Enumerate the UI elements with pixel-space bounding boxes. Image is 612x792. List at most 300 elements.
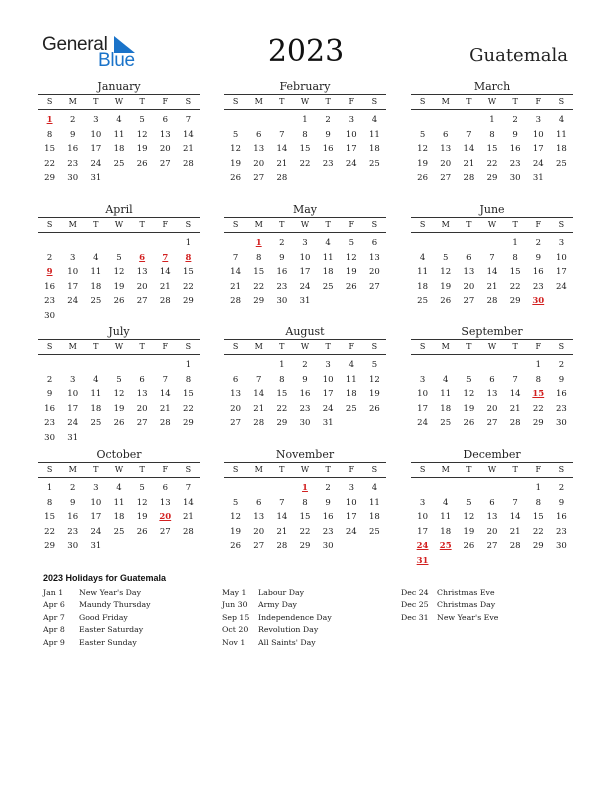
day-cell: 19 (463, 526, 475, 537)
holiday-date: May 1 (222, 588, 247, 597)
day-cell: 2 (70, 115, 76, 125)
holiday-date: Dec 31 (401, 612, 429, 622)
day-cell: 27 (159, 526, 171, 537)
day-cell: 18 (417, 281, 428, 292)
empty-day-cell (411, 113, 434, 128)
day-cell: 12 (440, 267, 452, 278)
day-cell: 7 (466, 129, 472, 140)
empty-day-cell (270, 113, 293, 128)
day-cell: 11 (440, 389, 452, 400)
day-cell: 4 (443, 497, 449, 508)
day-cell: 1 (512, 238, 518, 248)
holiday-entry (43, 599, 151, 611)
day-cell: 9 (302, 374, 308, 385)
day-cell: 21 (486, 281, 498, 292)
day-cell: 13 (486, 512, 498, 523)
weekday-label: F (162, 465, 169, 474)
day-cell: 29 (509, 296, 521, 307)
day-cell: 1 (279, 360, 285, 370)
empty-day-cell (434, 113, 457, 128)
weekday-label: T (139, 220, 145, 229)
day-cell: 21 (276, 526, 288, 537)
day-cell: 29 (183, 296, 194, 307)
day-cell: 28 (230, 296, 241, 307)
day-cell: 18 (556, 144, 567, 155)
day-cell: 28 (183, 526, 194, 537)
day-cell: 28 (159, 296, 171, 307)
day-cell: 19 (113, 281, 125, 292)
empty-day-cell (224, 113, 247, 128)
holiday-day-cell: 7 (162, 252, 169, 263)
day-cell: 17 (417, 526, 428, 537)
holiday-name: Labour Day (258, 588, 305, 597)
day-cell: 10 (67, 267, 79, 278)
holiday-name: Revolution Day (258, 625, 319, 635)
weekday-header (38, 462, 200, 478)
holiday-date: Oct 20 (222, 625, 249, 635)
day-cell: 7 (256, 374, 262, 385)
day-cell: 25 (113, 526, 125, 537)
day-cell: 15 (183, 389, 194, 400)
weekday-label: S (46, 97, 53, 106)
day-cell: 30 (509, 173, 521, 184)
day-cell: 12 (113, 389, 125, 400)
logo-word-blue: Blue (98, 50, 135, 71)
day-cell: 25 (369, 526, 380, 537)
day-cell: 7 (279, 497, 285, 508)
day-cell: 9 (325, 497, 331, 508)
day-cell: 30 (276, 296, 288, 307)
day-cell: 22 (299, 158, 311, 169)
day-cell: 18 (113, 144, 125, 155)
holiday-entry (222, 624, 332, 636)
weekday-header (38, 217, 200, 233)
day-grid (224, 358, 386, 431)
weekday-label: W (114, 97, 124, 106)
day-cell: 18 (369, 144, 380, 155)
day-cell: 1 (46, 483, 53, 493)
day-cell: 15 (253, 267, 265, 278)
weekday-label: M (254, 220, 263, 229)
day-cell: 20 (136, 281, 148, 292)
day-cell: 21 (183, 144, 194, 155)
day-cell: 5 (116, 252, 122, 263)
empty-day-cell (61, 358, 84, 373)
day-cell: 21 (463, 158, 475, 169)
day-cell: 24 (67, 296, 79, 307)
day-cell: 4 (371, 483, 378, 493)
empty-day-cell (411, 358, 434, 373)
day-cell: 24 (299, 281, 311, 292)
weekday-header (224, 462, 386, 478)
day-cell: 1 (535, 483, 541, 493)
day-cell: 29 (299, 541, 311, 552)
weekday-label: T (93, 465, 99, 474)
day-cell: 18 (322, 267, 334, 278)
day-cell: 16 (44, 403, 55, 414)
day-cell: 30 (44, 432, 55, 443)
day-cell: 10 (67, 389, 79, 400)
day-cell: 6 (256, 497, 262, 508)
day-cell: 9 (558, 374, 565, 385)
month-april (38, 202, 200, 324)
empty-day-cell (247, 113, 270, 128)
day-cell: 21 (159, 403, 171, 414)
day-cell: 3 (419, 497, 426, 508)
holiday-date: Dec 25 (401, 600, 429, 610)
day-grid (38, 481, 200, 554)
empty-day-cell (107, 236, 130, 251)
empty-day-cell (411, 236, 434, 251)
day-cell: 27 (136, 296, 148, 307)
holiday-day-cell: 9 (46, 267, 53, 278)
day-cell: 26 (417, 173, 428, 184)
day-cell: 15 (44, 512, 55, 523)
day-cell: 21 (230, 281, 241, 292)
day-cell: 6 (371, 238, 378, 248)
day-cell: 7 (232, 252, 239, 263)
day-cell: 13 (159, 497, 171, 508)
weekday-label: F (162, 220, 169, 229)
holiday-name: Christmas Eve (437, 588, 495, 597)
day-cell: 6 (443, 129, 449, 140)
day-cell: 15 (44, 144, 55, 155)
day-cell: 1 (489, 115, 495, 125)
day-cell: 18 (90, 403, 102, 414)
day-cell: 24 (532, 158, 544, 169)
day-cell: 17 (417, 403, 428, 414)
holiday-day-cell: 1 (46, 115, 53, 125)
month-title: March (473, 80, 511, 93)
weekday-label: T (139, 465, 145, 474)
weekday-label: S (419, 465, 426, 474)
day-cell: 17 (532, 144, 544, 155)
day-cell: 28 (463, 173, 475, 184)
day-cell: 26 (136, 158, 148, 169)
day-cell: 2 (558, 483, 565, 493)
day-cell: 14 (230, 267, 241, 278)
weekday-label: F (348, 220, 355, 229)
holiday-name: Maundy Thursday (79, 600, 151, 610)
weekday-label: W (487, 220, 497, 229)
weekday-label: T (512, 220, 518, 229)
day-cell: 4 (419, 252, 426, 263)
month-title: May (292, 203, 318, 216)
month-august (224, 324, 386, 431)
weekday-header (224, 94, 386, 110)
day-cell: 21 (509, 526, 521, 537)
day-cell: 20 (463, 281, 475, 292)
empty-day-cell (131, 358, 154, 373)
day-cell: 3 (70, 252, 76, 263)
day-cell: 24 (345, 158, 357, 169)
weekday-label: T (512, 342, 518, 351)
calendar-year: 2023 (267, 34, 345, 69)
day-cell: 29 (183, 418, 194, 429)
month-title: December (463, 448, 521, 461)
day-cell: 7 (512, 374, 518, 385)
day-cell: 30 (322, 541, 334, 552)
day-cell: 16 (556, 512, 567, 523)
empty-day-cell (224, 481, 247, 496)
empty-day-cell (131, 236, 154, 251)
month-title: November (275, 448, 335, 461)
day-cell: 28 (509, 418, 521, 429)
day-cell: 12 (345, 252, 357, 263)
day-cell: 26 (230, 173, 241, 184)
day-cell: 21 (253, 403, 265, 414)
day-cell: 18 (345, 389, 357, 400)
empty-day-cell (434, 358, 457, 373)
empty-day-cell (504, 481, 527, 496)
day-cell: 13 (369, 252, 380, 263)
weekday-label: T (466, 220, 472, 229)
day-cell: 12 (136, 129, 148, 140)
day-cell: 28 (159, 418, 171, 429)
weekday-label: S (558, 220, 565, 229)
day-cell: 10 (556, 252, 567, 263)
holiday-column (222, 587, 332, 649)
month-title: January (97, 80, 141, 93)
day-cell: 23 (532, 281, 544, 292)
empty-day-cell (38, 358, 61, 373)
day-cell: 24 (345, 526, 357, 537)
day-cell: 26 (136, 526, 148, 537)
day-cell: 24 (322, 403, 334, 414)
day-cell: 27 (136, 418, 148, 429)
holiday-column (401, 587, 498, 624)
day-cell: 22 (183, 403, 194, 414)
day-cell: 15 (299, 144, 311, 155)
day-cell: 16 (322, 144, 334, 155)
month-title: July (108, 325, 130, 338)
day-cell: 16 (299, 389, 311, 400)
day-cell: 12 (463, 512, 475, 523)
weekday-label: S (232, 342, 239, 351)
day-cell: 17 (299, 267, 311, 278)
weekday-label: M (254, 97, 263, 106)
day-cell: 11 (440, 512, 452, 523)
day-cell: 12 (230, 144, 241, 155)
day-cell: 6 (466, 252, 472, 263)
day-cell: 11 (90, 389, 102, 400)
day-cell: 5 (139, 115, 145, 125)
day-cell: 22 (253, 281, 265, 292)
day-cell: 19 (136, 144, 148, 155)
day-cell: 4 (325, 238, 331, 248)
day-cell: 1 (185, 360, 192, 370)
day-grid (38, 358, 200, 446)
day-cell: 2 (46, 252, 53, 263)
day-cell: 26 (369, 403, 380, 414)
weekday-label: S (558, 342, 565, 351)
holiday-day-cell: 6 (139, 252, 146, 263)
day-cell: 13 (136, 267, 148, 278)
weekday-label: W (300, 97, 310, 106)
day-cell: 19 (113, 403, 125, 414)
weekday-label: S (371, 465, 378, 474)
day-cell: 29 (253, 296, 265, 307)
day-cell: 18 (113, 512, 125, 523)
day-cell: 10 (345, 497, 357, 508)
day-cell: 12 (463, 389, 475, 400)
day-cell: 13 (440, 144, 452, 155)
day-cell: 17 (90, 512, 102, 523)
weekday-label: F (535, 342, 542, 351)
weekday-label: M (68, 220, 77, 229)
day-cell: 4 (93, 374, 99, 385)
day-cell: 20 (136, 403, 148, 414)
day-cell: 4 (116, 483, 122, 493)
day-cell: 23 (322, 526, 334, 537)
day-cell: 27 (230, 418, 241, 429)
day-cell: 20 (440, 158, 452, 169)
day-cell: 21 (276, 158, 288, 169)
weekday-label: S (185, 465, 192, 474)
day-cell: 26 (113, 296, 125, 307)
weekday-label: T (279, 97, 285, 106)
day-cell: 16 (556, 389, 567, 400)
weekday-label: T (466, 342, 472, 351)
day-cell: 15 (183, 267, 194, 278)
empty-day-cell (434, 481, 457, 496)
holiday-entry (43, 624, 151, 636)
day-grid (38, 236, 200, 324)
month-october (38, 447, 200, 554)
day-cell: 22 (183, 281, 194, 292)
holiday-date: Apr 9 (43, 637, 65, 647)
day-cell: 7 (185, 115, 192, 125)
day-cell: 2 (512, 115, 518, 125)
day-cell: 8 (256, 252, 262, 263)
holiday-day-cell: 31 (416, 555, 429, 566)
day-cell: 24 (67, 418, 79, 429)
holiday-date: Apr 8 (43, 625, 65, 635)
day-cell: 27 (486, 418, 498, 429)
day-cell: 26 (230, 541, 241, 552)
weekday-label: S (46, 342, 53, 351)
empty-day-cell (247, 358, 270, 373)
day-cell: 28 (486, 296, 498, 307)
day-cell: 5 (466, 497, 472, 508)
empty-day-cell (224, 358, 247, 373)
day-cell: 17 (90, 144, 102, 155)
day-cell: 29 (276, 418, 288, 429)
day-cell: 29 (532, 541, 544, 552)
day-cell: 20 (486, 403, 498, 414)
day-cell: 25 (440, 418, 452, 429)
day-grid (411, 358, 573, 431)
day-cell: 17 (67, 281, 79, 292)
holiday-entry (401, 599, 498, 611)
day-cell: 23 (44, 418, 55, 429)
day-cell: 30 (556, 418, 567, 429)
day-cell: 28 (276, 541, 288, 552)
day-cell: 24 (417, 418, 428, 429)
day-cell: 11 (322, 252, 334, 263)
weekday-label: S (371, 97, 378, 106)
day-cell: 27 (486, 541, 498, 552)
country-name: Guatemala (469, 45, 568, 66)
day-cell: 10 (90, 129, 102, 140)
empty-day-cell (154, 236, 177, 251)
day-cell: 24 (90, 158, 102, 169)
day-cell: 14 (463, 144, 475, 155)
weekday-header (411, 94, 573, 110)
day-cell: 17 (345, 512, 357, 523)
day-cell: 23 (509, 158, 521, 169)
holiday-date: Jan 1 (43, 588, 64, 597)
weekday-label: M (68, 97, 77, 106)
day-grid (411, 113, 573, 186)
day-cell: 22 (299, 526, 311, 537)
weekday-label: W (114, 220, 124, 229)
weekday-header (411, 462, 573, 478)
holidays-title: 2023 Holidays for Guatemala (43, 573, 167, 583)
day-cell: 4 (371, 115, 378, 125)
holiday-name: New Year's Day (79, 588, 141, 597)
day-cell: 3 (558, 238, 565, 248)
month-title: April (105, 203, 133, 216)
weekday-label: T (512, 465, 518, 474)
day-cell: 19 (345, 267, 357, 278)
day-cell: 10 (90, 497, 102, 508)
holiday-entry (43, 637, 151, 649)
day-cell: 27 (463, 296, 475, 307)
day-cell: 11 (113, 497, 125, 508)
day-cell: 14 (183, 497, 194, 508)
day-cell: 19 (417, 158, 428, 169)
day-cell: 7 (162, 374, 168, 385)
day-cell: 21 (183, 512, 194, 523)
weekday-label: T (93, 220, 99, 229)
holiday-entry (222, 599, 332, 611)
holiday-date: Dec 24 (401, 588, 429, 597)
weekday-label: S (185, 220, 192, 229)
day-cell: 27 (369, 281, 380, 292)
day-cell: 17 (67, 403, 79, 414)
day-cell: 17 (345, 144, 357, 155)
day-cell: 3 (348, 115, 354, 125)
empty-day-cell (480, 481, 503, 496)
day-cell: 26 (463, 418, 475, 429)
day-cell: 3 (70, 374, 76, 385)
empty-day-cell (224, 236, 247, 251)
day-cell: 28 (253, 418, 265, 429)
day-cell: 29 (44, 173, 55, 184)
day-cell: 3 (348, 483, 354, 493)
day-cell: 11 (369, 497, 380, 508)
day-cell: 10 (299, 252, 311, 263)
day-cell: 30 (67, 541, 79, 552)
day-cell: 8 (302, 129, 308, 140)
holiday-name: Easter Saturday (79, 625, 144, 635)
day-cell: 19 (136, 512, 148, 523)
day-cell: 25 (322, 281, 334, 292)
weekday-label: W (300, 342, 310, 351)
day-cell: 31 (90, 173, 102, 184)
month-july (38, 324, 200, 446)
weekday-label: S (419, 220, 426, 229)
empty-day-cell (411, 481, 434, 496)
holiday-day-cell: 20 (159, 512, 172, 523)
empty-day-cell (61, 236, 84, 251)
weekday-label: S (419, 97, 426, 106)
day-cell: 25 (556, 158, 567, 169)
day-cell: 4 (443, 374, 449, 385)
weekday-label: F (162, 97, 169, 106)
holiday-day-cell: 25 (439, 541, 452, 552)
